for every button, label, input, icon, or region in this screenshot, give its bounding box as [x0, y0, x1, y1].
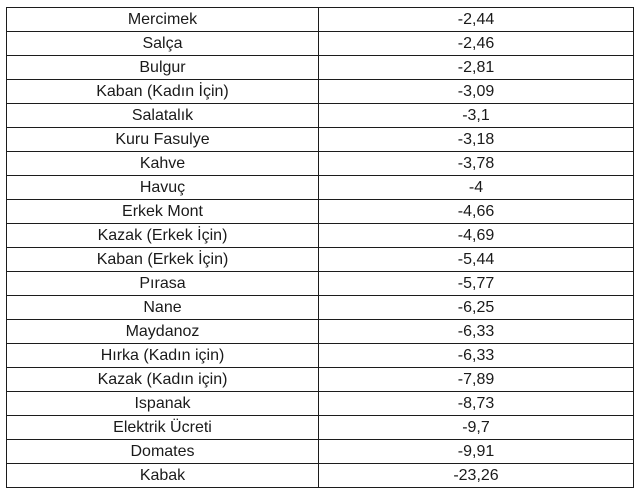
value-cell: -6,33: [319, 344, 634, 368]
table-row: [7, 320, 634, 344]
value-cell: -5,44: [319, 248, 634, 272]
value-cell: -5,77: [319, 272, 634, 296]
value-cell: -4: [319, 176, 634, 200]
item-name-cell: Maydanoz: [7, 320, 319, 344]
table-row: [7, 416, 634, 440]
item-name-cell: Kazak (Erkek İçin): [7, 224, 319, 248]
value-cell: -23,26: [319, 464, 634, 488]
value-cell: -2,44: [319, 8, 634, 32]
table-row: [7, 56, 634, 80]
item-name-cell: Hırka (Kadın için): [7, 344, 319, 368]
table-row: [7, 104, 634, 128]
table-row: [7, 128, 634, 152]
table-body: [7, 8, 634, 488]
value-cell: -9,91: [319, 440, 634, 464]
item-name-cell: Havuç: [7, 176, 319, 200]
item-name-cell: Erkek Mont: [7, 200, 319, 224]
table-row: [7, 80, 634, 104]
table-row: [7, 176, 634, 200]
table-row: [7, 440, 634, 464]
item-name-cell: Ispanak: [7, 392, 319, 416]
value-cell: -2,46: [319, 32, 634, 56]
item-name-cell: Kahve: [7, 152, 319, 176]
table-row: [7, 296, 634, 320]
table-row: [7, 368, 634, 392]
table-row: [7, 272, 634, 296]
item-name-cell: Elektrik Ücreti: [7, 416, 319, 440]
item-name-cell: Kabak: [7, 464, 319, 488]
table-row: [7, 152, 634, 176]
item-name-cell: Kuru Fasulye: [7, 128, 319, 152]
item-name-cell: Salça: [7, 32, 319, 56]
value-cell: -6,25: [319, 296, 634, 320]
table-row: [7, 392, 634, 416]
item-name-cell: Nane: [7, 296, 319, 320]
value-cell: -3,18: [319, 128, 634, 152]
item-name-cell: Domates: [7, 440, 319, 464]
value-cell: -3,1: [319, 104, 634, 128]
value-cell: -7,89: [319, 368, 634, 392]
value-cell: -3,09: [319, 80, 634, 104]
item-name-cell: Bulgur: [7, 56, 319, 80]
value-cell: -3,78: [319, 152, 634, 176]
table-row: [7, 8, 634, 32]
value-cell: -6,33: [319, 320, 634, 344]
value-cell: -4,69: [319, 224, 634, 248]
item-name-cell: Kaban (Kadın İçin): [7, 80, 319, 104]
value-cell: -8,73: [319, 392, 634, 416]
table-row: [7, 464, 634, 488]
item-name-cell: Kaban (Erkek İçin): [7, 248, 319, 272]
value-cell: -2,81: [319, 56, 634, 80]
value-cell: -4,66: [319, 200, 634, 224]
table-row: [7, 248, 634, 272]
value-cell: -9,7: [319, 416, 634, 440]
table-row: [7, 200, 634, 224]
item-name-cell: Kazak (Kadın için): [7, 368, 319, 392]
table-row: [7, 32, 634, 56]
price-change-table: [6, 7, 634, 488]
item-name-cell: Mercimek: [7, 8, 319, 32]
table-row: [7, 224, 634, 248]
table-row: [7, 344, 634, 368]
item-name-cell: Salatalık: [7, 104, 319, 128]
item-name-cell: Pırasa: [7, 272, 319, 296]
